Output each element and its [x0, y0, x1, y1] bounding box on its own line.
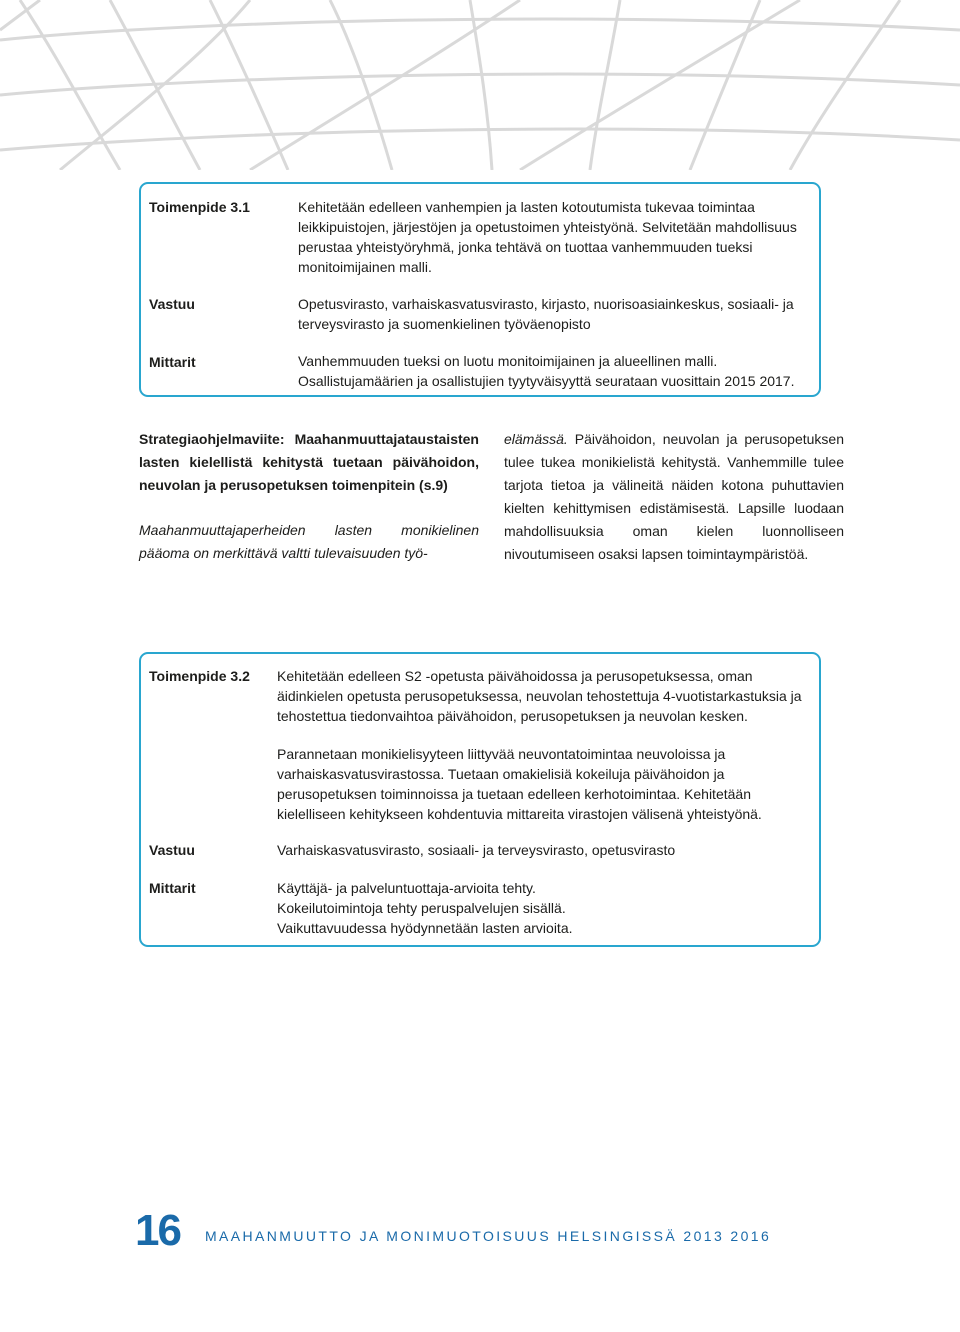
toimenpide-text-2: Parannetaan monikielisyyteen liittyvää neuvontatoimintaa neuvoloissa ja varhaiskasvatusvirastossa. Tuetaan omakielisiä kokeiluja päivähoidon ja perusopetuksen toiminnoissa ja tuetaan edelleen kerhotoimintaa. Kehitetään kielelliseen kehitykseen kohdentuvia mittareita virastojen välisenä yhteistyönä. [277, 746, 762, 822]
strategy-continuation: Päivähoidon, neuvolan ja perusopetuksen tulee tukea monikielistä kehitystä. Vanhemmille tulee tarjota tietoa ja välineitä näiden kotona puhuttavien kielten kehittymisen edistämisestä. Lapsille luodaan mahdollisuuksia oman kielen luonnolliseen nivoutumiseen osaksi lapsen toimintaympäristöä. [504, 431, 844, 562]
mittarit-list [277, 878, 817, 938]
strategy-continuation-paragraph [504, 428, 844, 566]
toimenpide-text-1: Kehitetään edelleen S2 -opetusta päivähoidossa ja perusopetuksessa, oman äidinkielen opetusta perusopetuksessa, neuvolan tehostettuja 4-vuotistarkastuksia ja tehostettua tiedonvaihtoa päivähoidon, perusopetuksen ja neuvolan kesken. [277, 668, 802, 724]
running-title: MAAHANMUUTTO JA MONIMUOTOISUUS HELSINGISSÄ 2013 2016 [205, 1228, 772, 1244]
strategy-column-right [504, 428, 844, 566]
vastuu-label: Vastuu [149, 842, 195, 858]
toimenpide-label: Toimenpide 3.1 [149, 199, 250, 215]
toimenpide-label: Toimenpide 3.2 [149, 668, 250, 684]
mittarit-line: Vaikuttavuudessa hyödynnetään lasten arvioita. [277, 920, 573, 936]
mittarit-label: Mittarit [149, 880, 196, 896]
strategy-intro: Maahanmuuttajaperheiden lasten monikielinen pääoma on merkittävä valtti tulevaisuuden työ- [139, 522, 479, 561]
globe-wireframe-graphic [0, 0, 960, 170]
action-box-3-1 [139, 182, 821, 397]
vastuu-text: Opetusvirasto, varhaiskasvatusvirasto, kirjasto, nuorisoasiainkeskus, sosiaali- ja terveysvirasto ja suomenkielinen työväenopisto [298, 296, 794, 332]
mittarit-line: Kokeilutoimintoja tehty peruspalvelujen sisällä. [277, 900, 566, 916]
mittarit-label: Mittarit [149, 354, 196, 370]
vastuu-text: Varhaiskasvatusvirasto, sosiaali- ja terveysvirasto, opetusvirasto [277, 842, 676, 858]
vastuu-label: Vastuu [149, 296, 195, 312]
strategy-heading: Strategiaohjelmaviite: Maahanmuuttajataustaisten lasten kielellistä kehitystä tuetaan päivähoidon, neuvolan ja perusopetuksen toimenpitein (s.9) [139, 431, 479, 493]
toimenpide-text: Kehitetään edelleen vanhempien ja lasten kotoutumista tukevaa toimintaa leikkipuistojen, järjestöjen ja opetustoimen yhteistyönä. Selvitetään mahdollisuus perustaa yhteistyöryhmä, jonka tehtävä on tuottaa vanhemmuuden tueksi monitoimijainen malli. [298, 199, 797, 275]
mittarit-text: Vanhemmuuden tueksi on luotu monitoimijainen ja alueellinen malli. Osallistujamäärien ja osallistujien tyytyväisyyttä seurataan vuosittain 2015 2017. [298, 353, 795, 389]
action-box-3-2 [139, 652, 821, 947]
strategy-column-left [139, 428, 479, 565]
page-number: 16 [135, 1206, 180, 1255]
strategy-continuation-em: elämässä. [504, 431, 568, 447]
mittarit-line: Käyttäjä- ja palveluntuottaja-arvioita tehty. [277, 880, 536, 896]
